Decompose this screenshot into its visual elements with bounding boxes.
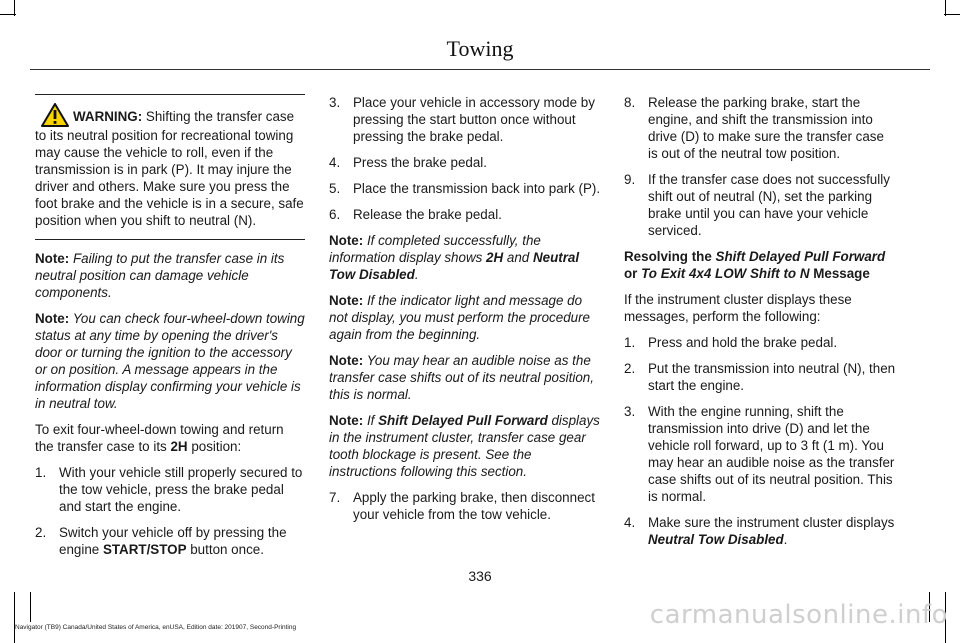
crop-mark xyxy=(30,592,31,622)
column-middle xyxy=(329,94,601,532)
warning-text: Shifting the transfer case to its neutral position for recreational towing may cause the vehicle to roll, even if the transmission is in park (P). It may injure the driver and others. Make sure you press the foot brake and the vehicle is in a secure, safe position when you shift to neutral (N). xyxy=(35,109,304,228)
list-item: 9. If the transfer case does not successfully shift out of neutral (N), set the parking brake until you can have your vehicle serviced. xyxy=(624,172,890,238)
watermark: carmanualsonline.info xyxy=(649,600,948,630)
steps-list xyxy=(35,464,305,558)
crop-mark xyxy=(14,592,15,643)
footer-edition: Navigator (TB9) Canada/United States of America, enUSA, Edition date: 201907, Second-Printing xyxy=(15,624,297,631)
note: Note: If completed successfully, the information display shows 2H and Neutral Tow Disabled. xyxy=(329,233,580,282)
list-item: 3. With the engine running, shift the transmission into drive (D) and let the vehicle roll forward, up to 3 ft (1 m). You may hear an audible noise as the transfer case shifts out of its neutral position. This is normal. xyxy=(624,404,895,504)
warning-box xyxy=(35,94,305,240)
list-item: 2. Put the transmission into neutral (N), then start the engine. xyxy=(624,361,896,393)
list-item: 6. Release the brake pedal. xyxy=(329,207,502,222)
steps-list xyxy=(329,94,601,223)
steps-list xyxy=(329,489,601,523)
column-left xyxy=(35,94,305,567)
steps-list xyxy=(624,94,896,239)
list-item: 4. Make sure the instrument cluster displays Neutral Tow Disabled. xyxy=(624,515,895,547)
paragraph: To exit four-wheel-down towing and return the transfer case to its 2H position: xyxy=(35,422,284,454)
list-item: 3. Place your vehicle in accessory mode by pressing the start button once without pressing the brake pedal. xyxy=(329,95,595,144)
page-title: Towing xyxy=(446,36,514,61)
list-item: 2. Switch your vehicle off by pressing the engine START/STOP button once. xyxy=(35,525,287,557)
steps-list xyxy=(624,334,896,548)
crop-mark xyxy=(0,14,16,15)
list-item: 4. Press the brake pedal. xyxy=(329,155,487,170)
note: Note: Failing to put the transfer case in its neutral position can damage vehicle components. xyxy=(35,251,285,300)
paragraph: If the instrument cluster displays these messages, perform the following: xyxy=(624,292,852,324)
header-divider xyxy=(30,69,930,70)
list-item: 1. Press and hold the brake pedal. xyxy=(624,335,838,350)
warning-label: WARNING: xyxy=(73,109,143,124)
list-item: 8. Release the parking brake, start the engine, and shift the transmission into drive (D) to make sure the transfer case is out of the neutral tow position. xyxy=(624,95,884,161)
section-heading: Resolving the Shift Delayed Pull Forward or To Exit 4x4 LOW Shift to N Message xyxy=(624,249,886,281)
column-right xyxy=(624,94,896,557)
note: Note: You may hear an audible noise as the transfer case shifts out of its neutral position, this is normal. xyxy=(329,353,594,402)
note: Note: If the indicator light and message do not display, you must perform the procedure again from the beginning. xyxy=(329,293,590,342)
crop-mark xyxy=(944,14,960,15)
list-item: 5. Place the transmission back into park (P). xyxy=(329,181,601,196)
note: Note: You can check four-wheel-down towing status at any time by opening the driver's door or turning the ignition to the accessory or on position. A message appears in the information display confirming your vehicle is in neutral tow. xyxy=(35,311,305,411)
page-number: 336 xyxy=(468,568,492,584)
list-item: 7. Apply the parking brake, then disconnect your vehicle from the tow vehicle. xyxy=(329,490,595,522)
list-item: 1. With your vehicle still properly secured to the tow vehicle, press the brake pedal and start the engine. xyxy=(35,465,303,514)
warning-triangle-icon xyxy=(41,103,69,127)
note: Note: If Shift Delayed Pull Forward displays in the instrument cluster, transfer case gear tooth blockage is present. See the instructions following this section. xyxy=(329,413,600,479)
